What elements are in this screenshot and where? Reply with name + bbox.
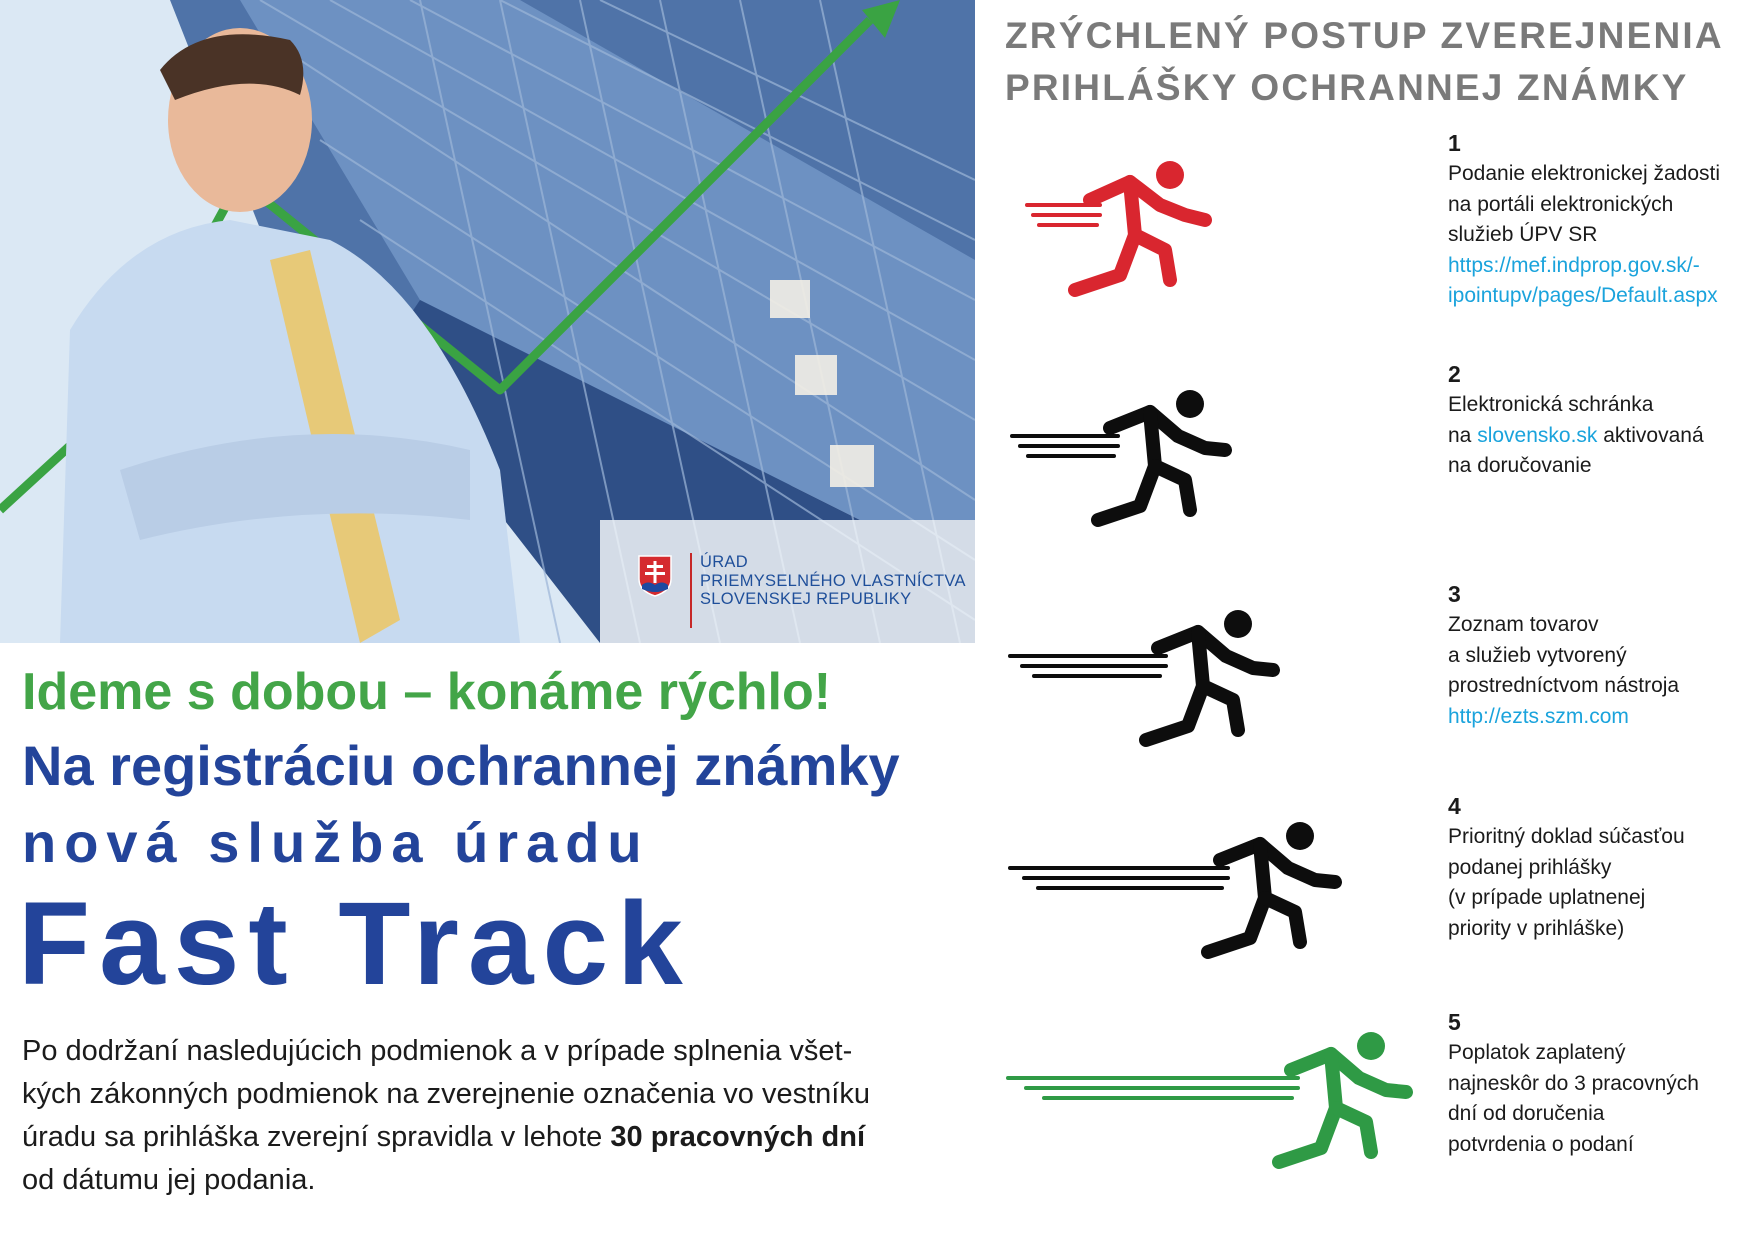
step-1 xyxy=(1448,127,1748,312)
step-4-line-3: (v prípade uplatnenej xyxy=(1448,886,1646,909)
step-1-line-1: Podanie elektronickej žadosti xyxy=(1448,162,1720,185)
slovak-coat-of-arms-icon xyxy=(638,555,672,597)
step-1-number: 1 xyxy=(1448,130,1461,156)
step-4-line-2: podanej prihlášky xyxy=(1448,855,1612,879)
intro-line-1: Po dodržaní nasledujúcich podmienok a v prípade splnenia všet- xyxy=(22,1035,853,1067)
step-5 xyxy=(1448,1006,1748,1160)
runner-black-icon-3 xyxy=(1008,608,1288,768)
step-2-number: 2 xyxy=(1448,361,1461,387)
runner-black-icon-4 xyxy=(1008,820,1348,980)
logo-line-2: PRIEMYSELNÉHO VLASTNÍCTVA xyxy=(700,571,966,590)
step-3 xyxy=(1448,578,1748,732)
step-2-line-2-post: aktivovaná xyxy=(1597,423,1704,447)
step-4-line-4: priority v prihláške) xyxy=(1448,916,1625,940)
procedure-title-line-2: PRIHLÁŠKY OCHRANNEJ ZNÁMKY xyxy=(1005,67,1689,108)
headline-slogan: Ideme s dobou – konáme rýchlo! xyxy=(22,663,832,721)
runner-red-icon xyxy=(1025,160,1225,320)
step-4-number: 4 xyxy=(1448,793,1461,819)
intro-line-4: od dátumu jej podania. xyxy=(22,1164,316,1196)
intro-paragraph xyxy=(22,1030,952,1202)
slovensko-sk-link[interactable]: slovensko.sk xyxy=(1477,423,1598,447)
step-1-portal-link[interactable]: https://mef.indprop.gov.sk/- xyxy=(1448,253,1700,277)
hero-photo xyxy=(0,0,975,643)
logo-text xyxy=(700,553,966,609)
step-5-number: 5 xyxy=(1448,1009,1461,1035)
step-2-line-1: Elektronická schránka xyxy=(1448,393,1654,416)
headline-line-3: nová služba úradu xyxy=(22,811,650,874)
step-2 xyxy=(1448,358,1748,482)
intro-deadline: 30 pracovných dní xyxy=(610,1121,866,1153)
step-3-line-2: a služieb vytvorený xyxy=(1448,643,1627,667)
step-3-line-1: Zoznam tovarov xyxy=(1448,613,1599,636)
step-5-line-4: potvrdenia o podaní xyxy=(1448,1132,1634,1156)
intro-line-3-text: úradu sa prihláška zverejní spravidla v lehote xyxy=(22,1121,611,1153)
step-1-line-2: na portáli elektronických xyxy=(1448,192,1674,216)
procedure-title xyxy=(1005,10,1724,114)
step-2-line-2 xyxy=(1448,421,1748,452)
step-1-portal-link-cont[interactable]: ipointupv/pages/Default.aspx xyxy=(1448,284,1718,307)
procedure-title-line-1: ZRÝCHLENÝ POSTUP ZVEREJNENIA xyxy=(1005,15,1724,56)
office-logo xyxy=(638,553,968,633)
step-5-line-2: najneskôr do 3 pracovných xyxy=(1448,1071,1699,1095)
step-5-line-3: dní od doručenia xyxy=(1448,1102,1605,1125)
logo-divider xyxy=(690,553,692,628)
step-1-line-3: služieb ÚPV SR xyxy=(1448,223,1598,246)
headline-line-2: Na registráciu ochrannej známky xyxy=(22,734,900,797)
hero-illustration xyxy=(0,0,975,643)
ezts-link[interactable]: http://ezts.szm.com xyxy=(1448,704,1629,728)
headline-fast-track: Fast Track xyxy=(18,878,692,1010)
step-3-number: 3 xyxy=(1448,581,1461,607)
intro-line-3 xyxy=(22,1116,952,1159)
logo-line-3: SLOVENSKEJ REPUBLIKY xyxy=(700,590,912,608)
runner-green-icon xyxy=(1006,1030,1426,1190)
step-3-line-3: prostredníctvom nástroja xyxy=(1448,674,1680,697)
step-5-line-1: Poplatok zaplatený xyxy=(1448,1041,1626,1064)
step-2-line-2-pre: na xyxy=(1448,423,1478,447)
step-4-line-1: Prioritný doklad súčasťou xyxy=(1448,825,1685,848)
runner-black-icon-2 xyxy=(1010,388,1240,548)
step-4 xyxy=(1448,790,1748,944)
step-2-line-3: na doručovanie xyxy=(1448,454,1592,477)
intro-line-2: kých zákonných podmienok na zverejnenie označenia vo vestníku xyxy=(22,1078,870,1110)
logo-line-1: ÚRAD xyxy=(700,553,748,571)
